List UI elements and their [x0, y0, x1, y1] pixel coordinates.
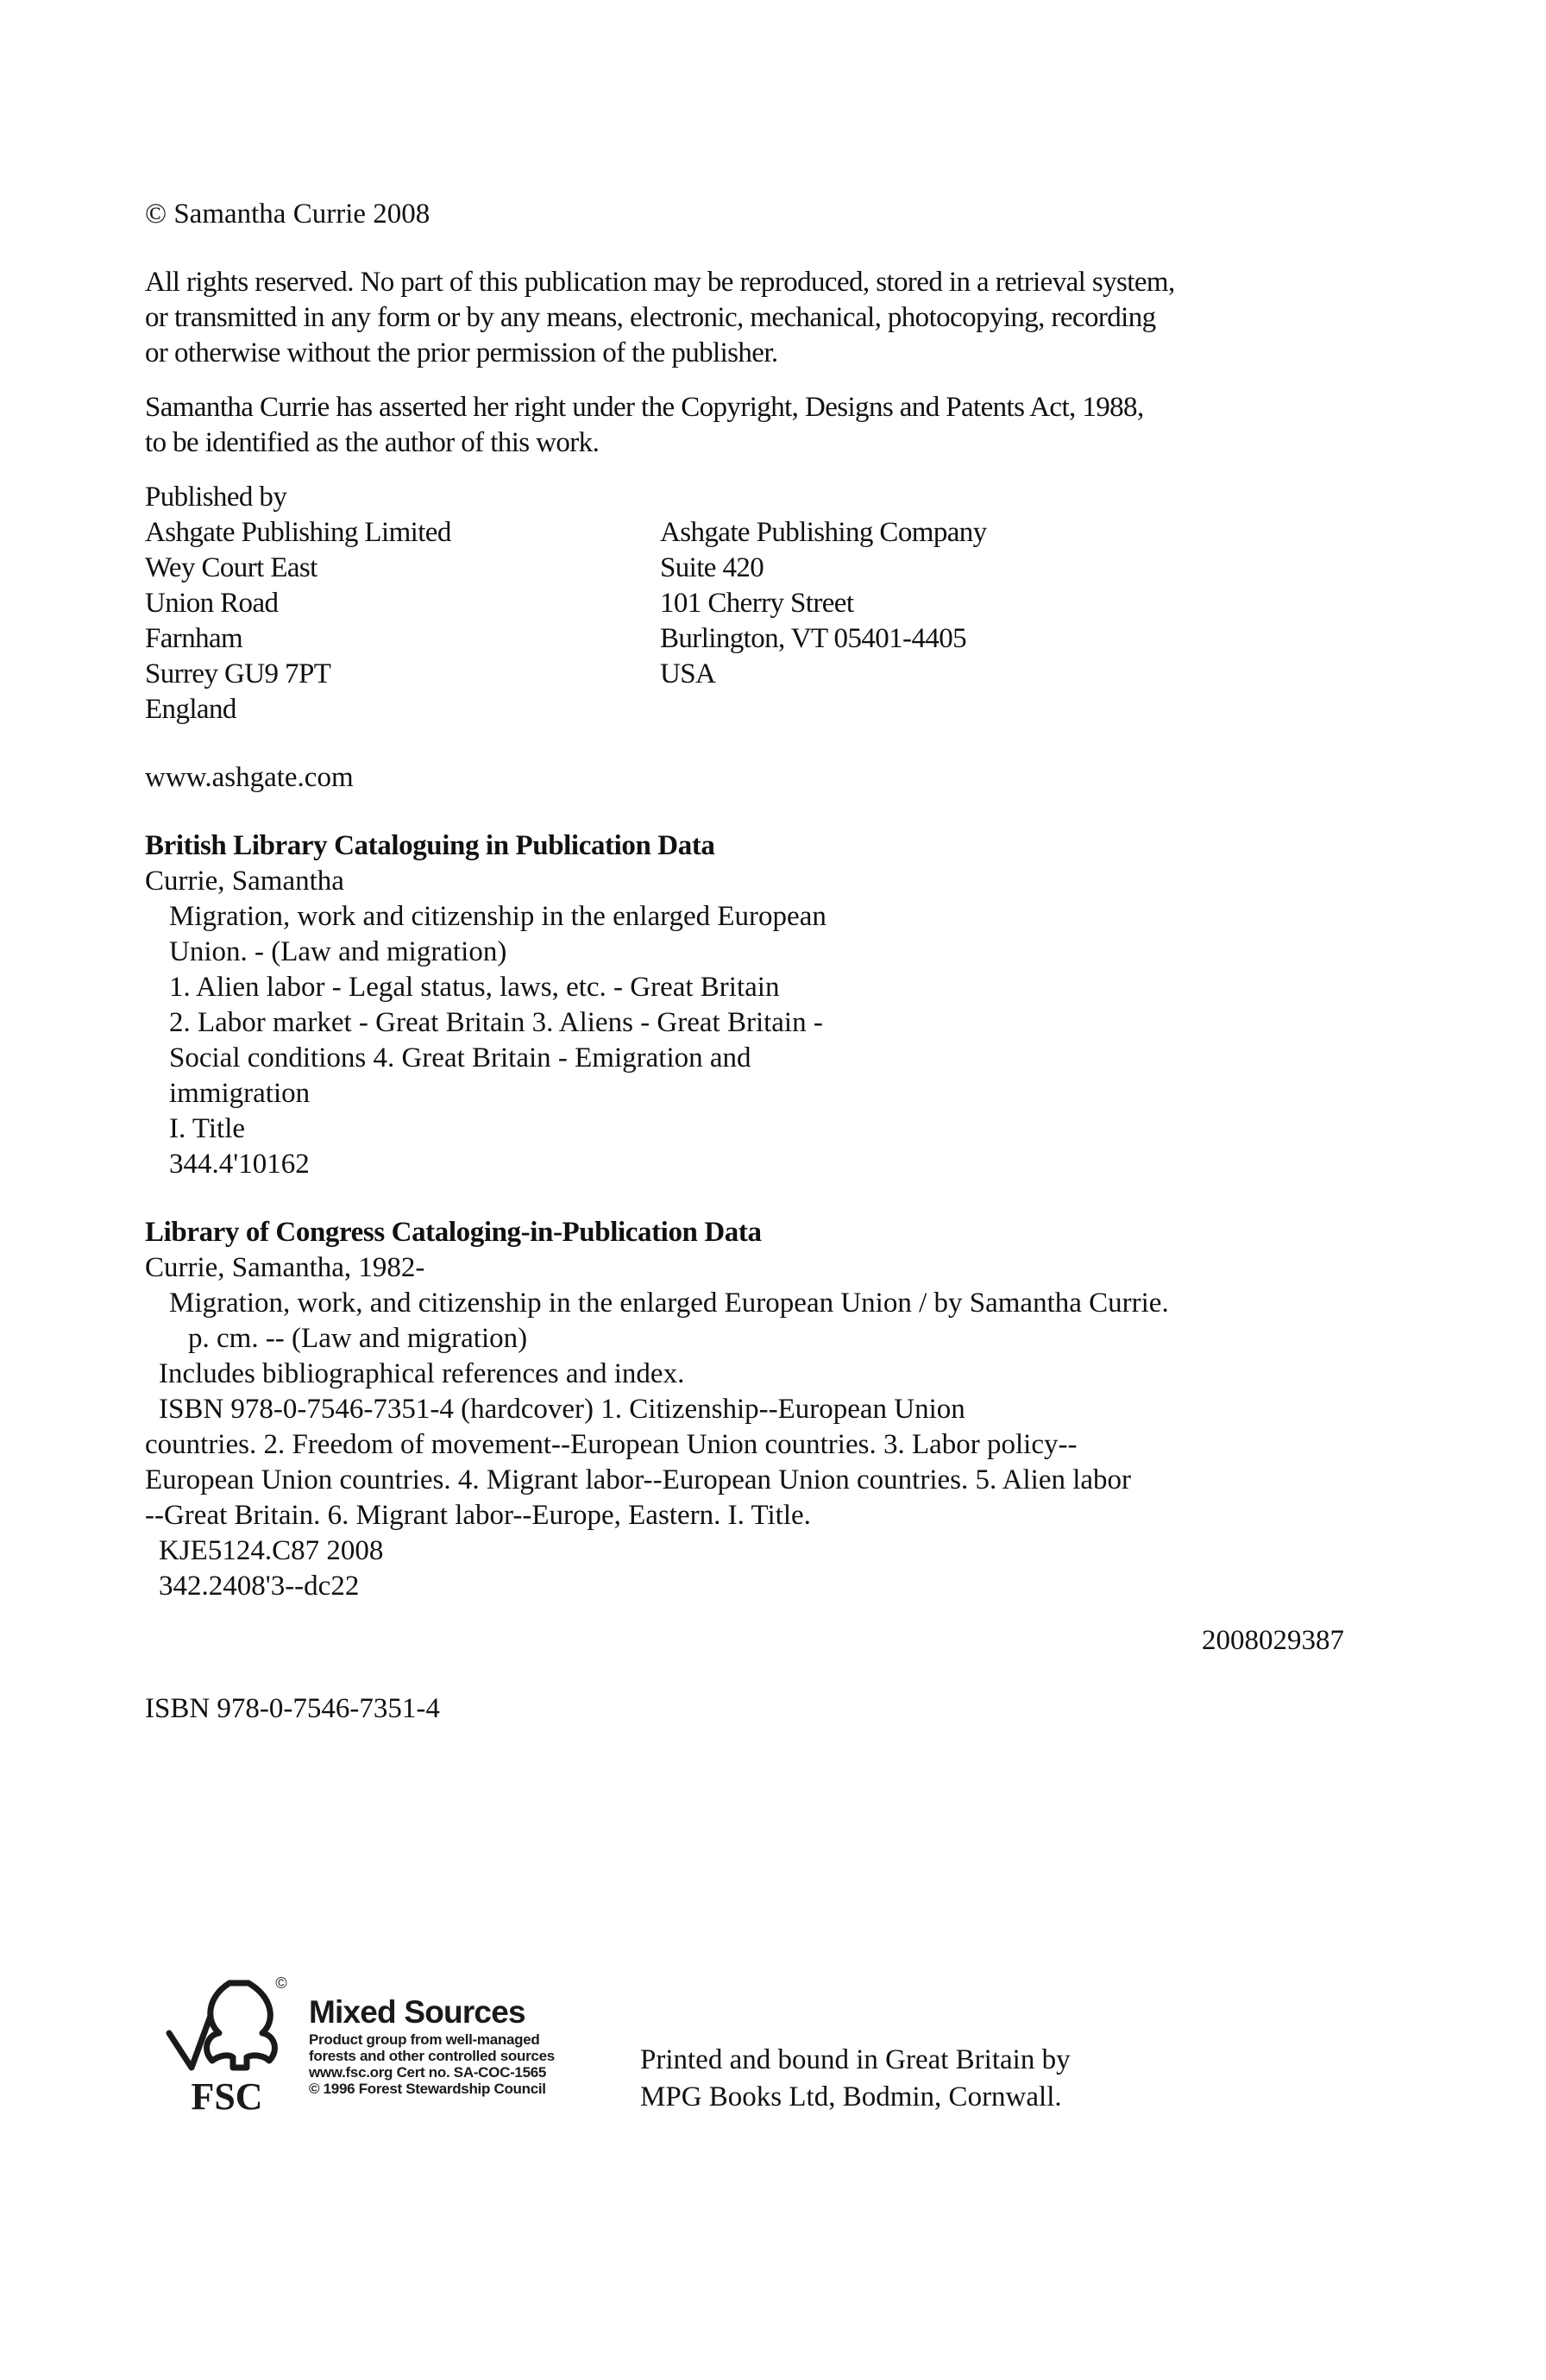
loc-cip-line: ISBN 978-0-7546-7351-4 (hardcover) 1. Citizenship--European Union [159, 1394, 965, 1425]
fsc-registered-mark: © [275, 1974, 287, 1992]
rights-paragraph [145, 265, 1344, 371]
loc-cip-line: countries. 2. Freedom of movement--European Union countries. 3. Labor policy-- [145, 1429, 1078, 1460]
fsc-text-block [309, 1993, 555, 2097]
bl-cip-line: I. Title [169, 1113, 246, 1144]
address-line: Union Road [145, 588, 279, 619]
website-link[interactable]: www.ashgate.com [145, 762, 354, 793]
bl-cip-line: Social conditions 4. Great Britain - Emigration and [169, 1042, 751, 1074]
published-by-label: Published by [145, 482, 287, 513]
address-line: Surrey GU9 7PT [145, 658, 331, 689]
printer-line: MPG Books Ltd, Bodmin, Cornwall. [640, 2081, 1062, 2112]
printer-line: Printed and bound in Great Britain by [640, 2044, 1071, 2075]
bl-cip-line: 344.4'10162 [169, 1149, 310, 1180]
asserted-paragraph [145, 390, 1344, 461]
fsc-line: www.fsc.org Cert no. SA-COC-1565 [309, 2064, 547, 2081]
bl-cip-line: immigration [169, 1078, 311, 1109]
loc-cip-line: Migration, work, and citizenship in the enlarged European Union / by Samantha Currie. [169, 1288, 1169, 1319]
address-line: Ashgate Publishing Limited [145, 517, 451, 548]
loc-cip-line: European Union countries. 4. Migrant labor--European Union countries. 5. Alien labor [145, 1464, 1132, 1495]
bl-cip-heading: British Library Cataloguing in Publication Data [145, 830, 715, 861]
rights-line: or otherwise without the prior permission of the publisher. [145, 337, 778, 368]
publisher-uk-address [145, 515, 660, 727]
bl-cip-line: Currie, Samantha [145, 866, 344, 897]
fsc-tree-check-icon [162, 1971, 292, 2113]
isbn-line: ISBN 978-0-7546-7351-4 [145, 1693, 440, 1724]
printer-credit [640, 2042, 1071, 2116]
publisher-us-address [660, 515, 1344, 727]
bl-cip-line: Migration, work and citizenship in the enlarged European [169, 901, 826, 932]
loc-cip-line: Currie, Samantha, 1982- [145, 1252, 425, 1283]
address-line: USA [660, 658, 716, 689]
rights-line: or transmitted in any form or by any means, electronic, mechanical, photocopying, recording [145, 302, 1156, 333]
fsc-line: Product group from well-managed [309, 2031, 540, 2048]
loc-cip-line: Includes bibliographical references and index. [159, 1358, 685, 1389]
bl-cip-line: 2. Labor market - Great Britain 3. Aliens - Great Britain - [169, 1007, 823, 1038]
fsc-line: © 1996 Forest Stewardship Council [309, 2081, 546, 2097]
loc-cip-line: --Great Britain. 6. Migrant labor--Europe, Eastern. I. Title. [145, 1500, 811, 1531]
address-line: 101 Cherry Street [660, 588, 854, 619]
fsc-title: Mixed Sources [309, 1994, 525, 2030]
address-line: Burlington, VT 05401-4405 [660, 623, 967, 654]
bl-cip-line: Union. - (Law and migration) [169, 936, 507, 967]
copyright-page [145, 197, 1344, 1727]
publisher-block [145, 480, 1344, 727]
asserted-line: Samantha Currie has asserted her right under the Copyright, Designs and Patents Act, 1988, [145, 392, 1144, 423]
address-line: Farnham [145, 623, 243, 654]
loc-control-number: 2008029387 [1202, 1625, 1344, 1656]
address-line: Suite 420 [660, 552, 764, 583]
address-line: Wey Court East [145, 552, 317, 583]
loc-cip-block [145, 1215, 1344, 1659]
fsc-badge [145, 1971, 628, 2118]
rights-line: All rights reserved. No part of this publication may be reproduced, stored in a retrieval system, [145, 267, 1175, 298]
address-line: Ashgate Publishing Company [660, 517, 987, 548]
fsc-line: forests and other controlled sources [309, 2048, 555, 2064]
fsc-logo-text: FSC [191, 2075, 263, 2113]
loc-cip-line: p. cm. -- (Law and migration) [188, 1323, 528, 1354]
asserted-line: to be identified as the author of this work. [145, 427, 600, 458]
bl-cip-block [145, 828, 1344, 1182]
copyright-line: © Samantha Currie 2008 [145, 198, 430, 230]
bl-cip-line: 1. Alien labor - Legal status, laws, etc. - Great Britain [169, 972, 780, 1003]
loc-cip-line: KJE5124.C87 2008 [159, 1535, 384, 1566]
loc-cip-line: 342.2408'3--dc22 [159, 1571, 360, 1602]
loc-cip-heading: Library of Congress Cataloging-in-Publication Data [145, 1217, 762, 1248]
address-line: England [145, 694, 236, 725]
